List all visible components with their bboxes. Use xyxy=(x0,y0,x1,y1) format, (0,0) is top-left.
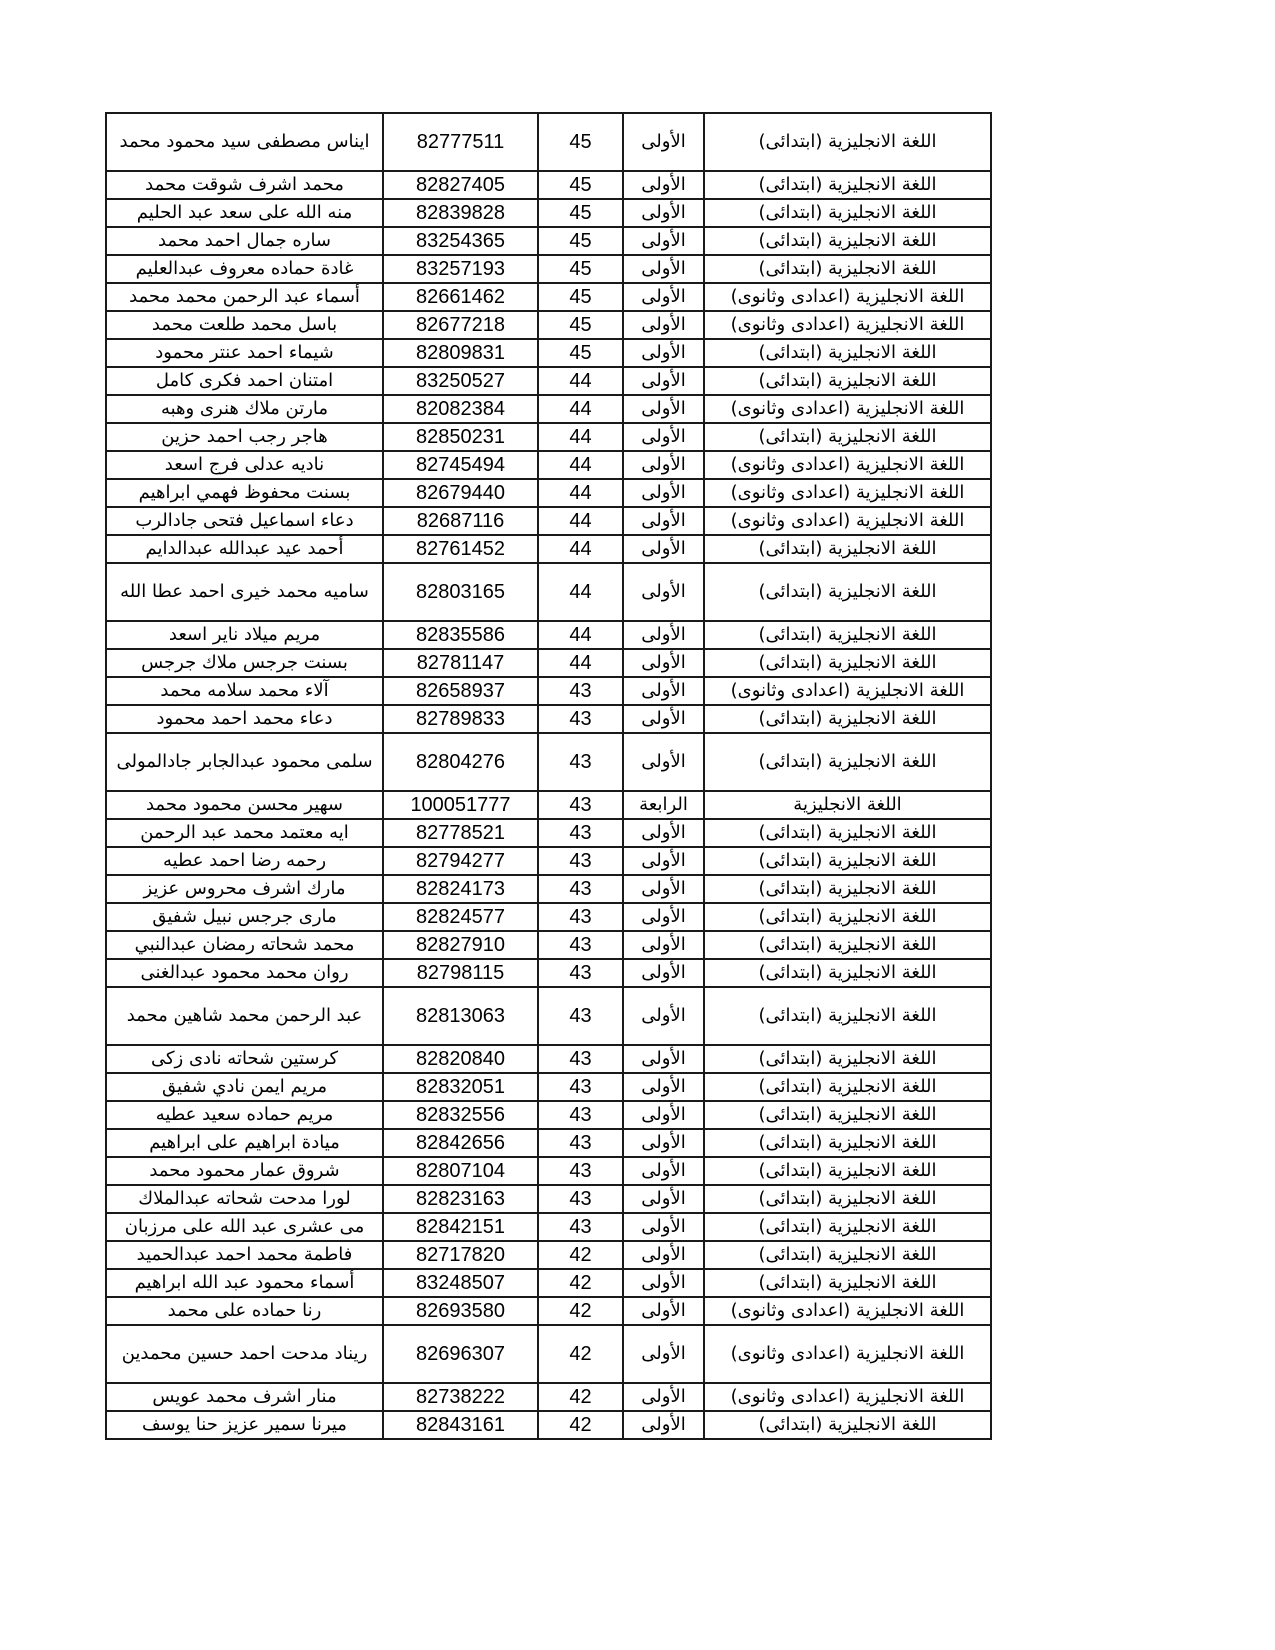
applicant-code-cell: 82693580 xyxy=(383,1297,538,1325)
round-cell: الأولى xyxy=(623,1241,704,1269)
round-cell: الأولى xyxy=(623,649,704,677)
subject-cell: اللغة الانجليزية (اعدادى وثانوى) xyxy=(704,1383,991,1411)
score-cell: 43 xyxy=(538,987,623,1045)
score-cell: 43 xyxy=(538,959,623,987)
round-cell: الأولى xyxy=(623,311,704,339)
table-row xyxy=(106,255,991,283)
table-row xyxy=(106,1241,991,1269)
table-row xyxy=(106,649,991,677)
subject-cell: اللغة الانجليزية (ابتدائى) xyxy=(704,959,991,987)
subject-cell: اللغة الانجليزية (ابتدائى) xyxy=(704,847,991,875)
applicant-name-cell: محمد شحاته رمضان عبدالنبي xyxy=(106,931,383,959)
score-cell: 43 xyxy=(538,931,623,959)
round-cell: الأولى xyxy=(623,1411,704,1439)
table-row xyxy=(106,819,991,847)
applicant-code-cell: 82679440 xyxy=(383,479,538,507)
applicant-name-cell: شيماء احمد عنتر محمود xyxy=(106,339,383,367)
table-row xyxy=(106,987,991,1045)
subject-cell: اللغة الانجليزية (ابتدائى) xyxy=(704,621,991,649)
score-cell: 44 xyxy=(538,563,623,621)
subject-cell: اللغة الانجليزية xyxy=(704,791,991,819)
round-cell: الأولى xyxy=(623,1101,704,1129)
applicant-code-cell: 82820840 xyxy=(383,1045,538,1073)
score-cell: 42 xyxy=(538,1269,623,1297)
applicant-name-cell: روان محمد محمود عبدالغنى xyxy=(106,959,383,987)
applicant-code-cell: 82677218 xyxy=(383,311,538,339)
round-cell: الأولى xyxy=(623,1297,704,1325)
applicant-code-cell: 82738222 xyxy=(383,1383,538,1411)
round-cell: الأولى xyxy=(623,367,704,395)
score-cell: 43 xyxy=(538,791,623,819)
subject-cell: اللغة الانجليزية (ابتدائى) xyxy=(704,1241,991,1269)
round-cell: الأولى xyxy=(623,705,704,733)
round-cell: الأولى xyxy=(623,563,704,621)
table-row xyxy=(106,733,991,791)
score-cell: 44 xyxy=(538,395,623,423)
applicant-name-cell: لورا مدحت شحاته عبدالملاك xyxy=(106,1185,383,1213)
applicant-code-cell: 83250527 xyxy=(383,367,538,395)
round-cell: الأولى xyxy=(623,113,704,171)
applicant-name-cell: مى عشرى عبد الله على مرزبان xyxy=(106,1213,383,1241)
applicant-name-cell: ميرنا سمير عزيز حنا يوسف xyxy=(106,1411,383,1439)
subject-cell: اللغة الانجليزية (ابتدائى) xyxy=(704,535,991,563)
applicant-name-cell: محمد اشرف شوقت محمد xyxy=(106,171,383,199)
score-cell: 44 xyxy=(538,535,623,563)
applicant-name-cell: مارتن ملاك هنرى وهبه xyxy=(106,395,383,423)
score-cell: 44 xyxy=(538,507,623,535)
round-cell: الأولى xyxy=(623,1129,704,1157)
applicant-code-cell: 82850231 xyxy=(383,423,538,451)
applicant-code-cell: 82761452 xyxy=(383,535,538,563)
results-table-body xyxy=(106,113,991,1439)
subject-cell: اللغة الانجليزية (ابتدائى) xyxy=(704,171,991,199)
subject-cell: اللغة الانجليزية (اعدادى وثانوى) xyxy=(704,283,991,311)
table-row xyxy=(106,1383,991,1411)
round-cell: الأولى xyxy=(623,621,704,649)
round-cell: الأولى xyxy=(623,1185,704,1213)
subject-cell: اللغة الانجليزية (ابتدائى) xyxy=(704,339,991,367)
applicant-code-cell: 82717820 xyxy=(383,1241,538,1269)
round-cell: الأولى xyxy=(623,1269,704,1297)
subject-cell: اللغة الانجليزية (اعدادى وثانوى) xyxy=(704,311,991,339)
applicant-code-cell: 82835586 xyxy=(383,621,538,649)
table-row xyxy=(106,1101,991,1129)
applicant-name-cell: فاطمة محمد احمد عبدالحميد xyxy=(106,1241,383,1269)
round-cell: الأولى xyxy=(623,227,704,255)
applicant-code-cell: 100051777 xyxy=(383,791,538,819)
applicant-code-cell: 82781147 xyxy=(383,649,538,677)
applicant-code-cell: 82696307 xyxy=(383,1325,538,1383)
subject-cell: اللغة الانجليزية (ابتدائى) xyxy=(704,1269,991,1297)
subject-cell: اللغة الانجليزية (ابتدائى) xyxy=(704,819,991,847)
score-cell: 43 xyxy=(538,1073,623,1101)
score-cell: 43 xyxy=(538,1185,623,1213)
table-row xyxy=(106,1185,991,1213)
subject-cell: اللغة الانجليزية (ابتدائى) xyxy=(704,1213,991,1241)
subject-cell: اللغة الانجليزية (ابتدائى) xyxy=(704,875,991,903)
round-cell: الأولى xyxy=(623,423,704,451)
applicant-code-cell: 82827405 xyxy=(383,171,538,199)
round-cell: الأولى xyxy=(623,507,704,535)
applicant-code-cell: 83254365 xyxy=(383,227,538,255)
round-cell: الأولى xyxy=(623,199,704,227)
round-cell: الأولى xyxy=(623,1157,704,1185)
round-cell: الأولى xyxy=(623,451,704,479)
round-cell: الأولى xyxy=(623,819,704,847)
applicant-code-cell: 82082384 xyxy=(383,395,538,423)
applicant-name-cell: ايه معتمد محمد عبد الرحمن xyxy=(106,819,383,847)
round-cell: الأولى xyxy=(623,733,704,791)
subject-cell: اللغة الانجليزية (ابتدائى) xyxy=(704,705,991,733)
table-row xyxy=(106,931,991,959)
applicant-name-cell: باسل محمد طلعت محمد xyxy=(106,311,383,339)
table-row xyxy=(106,1157,991,1185)
round-cell: الأولى xyxy=(623,903,704,931)
applicant-name-cell: سهير محسن محمود محمد xyxy=(106,791,383,819)
round-cell: الأولى xyxy=(623,283,704,311)
score-cell: 42 xyxy=(538,1325,623,1383)
applicant-name-cell: رنا حماده على محمد xyxy=(106,1297,383,1325)
applicant-name-cell: مريم ميلاد ناير اسعد xyxy=(106,621,383,649)
round-cell: الأولى xyxy=(623,875,704,903)
table-row xyxy=(106,563,991,621)
applicant-name-cell: ساره جمال احمد محمد xyxy=(106,227,383,255)
table-row xyxy=(106,959,991,987)
applicant-name-cell: ناديه عدلى فرج اسعد xyxy=(106,451,383,479)
table-row xyxy=(106,171,991,199)
score-cell: 42 xyxy=(538,1411,623,1439)
round-cell: الأولى xyxy=(623,339,704,367)
score-cell: 45 xyxy=(538,339,623,367)
score-cell: 42 xyxy=(538,1241,623,1269)
subject-cell: اللغة الانجليزية (ابتدائى) xyxy=(704,199,991,227)
applicant-name-cell: بسنت جرجس ملاك جرجس xyxy=(106,649,383,677)
table-row xyxy=(106,791,991,819)
applicant-code-cell: 82794277 xyxy=(383,847,538,875)
score-cell: 44 xyxy=(538,479,623,507)
applicant-code-cell: 82842151 xyxy=(383,1213,538,1241)
applicant-code-cell: 82832051 xyxy=(383,1073,538,1101)
score-cell: 42 xyxy=(538,1297,623,1325)
score-cell: 43 xyxy=(538,733,623,791)
score-cell: 43 xyxy=(538,875,623,903)
score-cell: 43 xyxy=(538,819,623,847)
table-row xyxy=(106,283,991,311)
subject-cell: اللغة الانجليزية (ابتدائى) xyxy=(704,1411,991,1439)
table-row xyxy=(106,1045,991,1073)
table-row xyxy=(106,705,991,733)
table-row xyxy=(106,199,991,227)
subject-cell: اللغة الانجليزية (ابتدائى) xyxy=(704,227,991,255)
applicant-name-cell: ساميه محمد خيرى احمد عطا الله xyxy=(106,563,383,621)
applicant-code-cell: 82778521 xyxy=(383,819,538,847)
table-row xyxy=(106,423,991,451)
applicant-name-cell: رحمه رضا احمد عطيه xyxy=(106,847,383,875)
round-cell: الأولى xyxy=(623,959,704,987)
subject-cell: اللغة الانجليزية (ابتدائى) xyxy=(704,113,991,171)
score-cell: 45 xyxy=(538,311,623,339)
round-cell: الأولى xyxy=(623,847,704,875)
score-cell: 45 xyxy=(538,171,623,199)
applicant-code-cell: 82661462 xyxy=(383,283,538,311)
applicant-name-cell: كرستين شحاته نادى زكى xyxy=(106,1045,383,1073)
applicant-name-cell: سلمى محمود عبدالجابر جادالمولى xyxy=(106,733,383,791)
score-cell: 44 xyxy=(538,649,623,677)
score-cell: 43 xyxy=(538,847,623,875)
subject-cell: اللغة الانجليزية (ابتدائى) xyxy=(704,987,991,1045)
round-cell: الأولى xyxy=(623,1073,704,1101)
round-cell: الأولى xyxy=(623,1383,704,1411)
table-row xyxy=(106,507,991,535)
score-cell: 43 xyxy=(538,903,623,931)
applicant-name-cell: بسنت محفوظ فهمي ابراهيم xyxy=(106,479,383,507)
applicant-code-cell: 82804276 xyxy=(383,733,538,791)
score-cell: 45 xyxy=(538,283,623,311)
table-row xyxy=(106,1325,991,1383)
applicant-code-cell: 82813063 xyxy=(383,987,538,1045)
round-cell: الأولى xyxy=(623,535,704,563)
score-cell: 44 xyxy=(538,423,623,451)
applicant-name-cell: آلاء محمد سلامه محمد xyxy=(106,677,383,705)
subject-cell: اللغة الانجليزية (اعدادى وثانوى) xyxy=(704,1325,991,1383)
applicant-code-cell: 83257193 xyxy=(383,255,538,283)
applicant-code-cell: 82803165 xyxy=(383,563,538,621)
subject-cell: اللغة الانجليزية (ابتدائى) xyxy=(704,1157,991,1185)
score-cell: 45 xyxy=(538,113,623,171)
subject-cell: اللغة الانجليزية (ابتدائى) xyxy=(704,1073,991,1101)
applicant-name-cell: دعاء محمد احمد محمود xyxy=(106,705,383,733)
subject-cell: اللغة الانجليزية (ابتدائى) xyxy=(704,903,991,931)
applicant-name-cell: ايناس مصطفى سيد محمود محمد xyxy=(106,113,383,171)
subject-cell: اللغة الانجليزية (ابتدائى) xyxy=(704,649,991,677)
subject-cell: اللغة الانجليزية (اعدادى وثانوى) xyxy=(704,395,991,423)
applicant-name-cell: منه الله على سعد عبد الحليم xyxy=(106,199,383,227)
round-cell: الرابعة xyxy=(623,791,704,819)
subject-cell: اللغة الانجليزية (ابتدائى) xyxy=(704,255,991,283)
round-cell: الأولى xyxy=(623,479,704,507)
results-table xyxy=(105,112,992,1440)
applicant-code-cell: 82777511 xyxy=(383,113,538,171)
subject-cell: اللغة الانجليزية (ابتدائى) xyxy=(704,423,991,451)
score-cell: 43 xyxy=(538,1101,623,1129)
table-row xyxy=(106,113,991,171)
round-cell: الأولى xyxy=(623,677,704,705)
applicant-code-cell: 82745494 xyxy=(383,451,538,479)
round-cell: الأولى xyxy=(623,1325,704,1383)
score-cell: 44 xyxy=(538,621,623,649)
applicant-name-cell: غادة حماده معروف عبدالعليم xyxy=(106,255,383,283)
applicant-code-cell: 82832556 xyxy=(383,1101,538,1129)
applicant-name-cell: أسماء محمود عبد الله ابراهيم xyxy=(106,1269,383,1297)
subject-cell: اللغة الانجليزية (ابتدائى) xyxy=(704,931,991,959)
table-row xyxy=(106,479,991,507)
table-row xyxy=(106,535,991,563)
table-row xyxy=(106,1269,991,1297)
table-row xyxy=(106,903,991,931)
subject-cell: اللغة الانجليزية (اعدادى وثانوى) xyxy=(704,507,991,535)
applicant-name-cell: امتنان احمد فكرى كامل xyxy=(106,367,383,395)
applicant-code-cell: 82687116 xyxy=(383,507,538,535)
applicant-name-cell: مريم حماده سعيد عطيه xyxy=(106,1101,383,1129)
round-cell: الأولى xyxy=(623,1045,704,1073)
round-cell: الأولى xyxy=(623,395,704,423)
score-cell: 45 xyxy=(538,199,623,227)
applicant-code-cell: 82842656 xyxy=(383,1129,538,1157)
applicant-name-cell: مريم ايمن نادي شفيق xyxy=(106,1073,383,1101)
applicant-name-cell: ريناد مدحت احمد حسين محمدين xyxy=(106,1325,383,1383)
score-cell: 43 xyxy=(538,1157,623,1185)
applicant-name-cell: دعاء اسماعيل فتحى جادالرب xyxy=(106,507,383,535)
table-row xyxy=(106,1213,991,1241)
table-row xyxy=(106,621,991,649)
subject-cell: اللغة الانجليزية (اعدادى وثانوى) xyxy=(704,1297,991,1325)
table-row xyxy=(106,227,991,255)
applicant-name-cell: مارى جرجس نبيل شفيق xyxy=(106,903,383,931)
score-cell: 43 xyxy=(538,1213,623,1241)
score-cell: 44 xyxy=(538,367,623,395)
round-cell: الأولى xyxy=(623,171,704,199)
score-cell: 42 xyxy=(538,1383,623,1411)
applicant-code-cell: 83248507 xyxy=(383,1269,538,1297)
applicant-code-cell: 82843161 xyxy=(383,1411,538,1439)
applicant-code-cell: 82839828 xyxy=(383,199,538,227)
applicant-name-cell: شروق عمار محمود محمد xyxy=(106,1157,383,1185)
table-row xyxy=(106,367,991,395)
table-row xyxy=(106,677,991,705)
subject-cell: اللغة الانجليزية (اعدادى وثانوى) xyxy=(704,677,991,705)
subject-cell: اللغة الانجليزية (اعدادى وثانوى) xyxy=(704,451,991,479)
table-row xyxy=(106,1411,991,1439)
applicant-code-cell: 82823163 xyxy=(383,1185,538,1213)
applicant-name-cell: مارك اشرف محروس عزيز xyxy=(106,875,383,903)
applicant-code-cell: 82807104 xyxy=(383,1157,538,1185)
applicant-name-cell: ميادة ابراهيم على ابراهيم xyxy=(106,1129,383,1157)
applicant-name-cell: عبد الرحمن محمد شاهين محمد xyxy=(106,987,383,1045)
applicant-code-cell: 82824577 xyxy=(383,903,538,931)
subject-cell: اللغة الانجليزية (ابتدائى) xyxy=(704,1129,991,1157)
table-row xyxy=(106,311,991,339)
round-cell: الأولى xyxy=(623,255,704,283)
table-row xyxy=(106,1073,991,1101)
subject-cell: اللغة الانجليزية (ابتدائى) xyxy=(704,1185,991,1213)
table-row xyxy=(106,1129,991,1157)
score-cell: 43 xyxy=(538,705,623,733)
subject-cell: اللغة الانجليزية (ابتدائى) xyxy=(704,1101,991,1129)
score-cell: 43 xyxy=(538,677,623,705)
applicant-name-cell: منار اشرف محمد عويس xyxy=(106,1383,383,1411)
applicant-code-cell: 82789833 xyxy=(383,705,538,733)
applicant-name-cell: هاجر رجب احمد حزين xyxy=(106,423,383,451)
round-cell: الأولى xyxy=(623,1213,704,1241)
round-cell: الأولى xyxy=(623,931,704,959)
table-row xyxy=(106,1297,991,1325)
table-row xyxy=(106,395,991,423)
round-cell: الأولى xyxy=(623,987,704,1045)
table-row xyxy=(106,451,991,479)
score-cell: 45 xyxy=(538,255,623,283)
score-cell: 43 xyxy=(538,1045,623,1073)
subject-cell: اللغة الانجليزية (ابتدائى) xyxy=(704,367,991,395)
table-row xyxy=(106,875,991,903)
table-row xyxy=(106,339,991,367)
score-cell: 45 xyxy=(538,227,623,255)
subject-cell: اللغة الانجليزية (اعدادى وثانوى) xyxy=(704,479,991,507)
applicant-code-cell: 82809831 xyxy=(383,339,538,367)
applicant-name-cell: أحمد عيد عبدالله عبدالدايم xyxy=(106,535,383,563)
table-row xyxy=(106,847,991,875)
subject-cell: اللغة الانجليزية (ابتدائى) xyxy=(704,563,991,621)
applicant-code-cell: 82827910 xyxy=(383,931,538,959)
applicant-code-cell: 82798115 xyxy=(383,959,538,987)
score-cell: 44 xyxy=(538,451,623,479)
applicant-code-cell: 82658937 xyxy=(383,677,538,705)
score-cell: 43 xyxy=(538,1129,623,1157)
applicant-code-cell: 82824173 xyxy=(383,875,538,903)
subject-cell: اللغة الانجليزية (ابتدائى) xyxy=(704,1045,991,1073)
subject-cell: اللغة الانجليزية (ابتدائى) xyxy=(704,733,991,791)
applicant-name-cell: أسماء عبد الرحمن محمد محمد xyxy=(106,283,383,311)
